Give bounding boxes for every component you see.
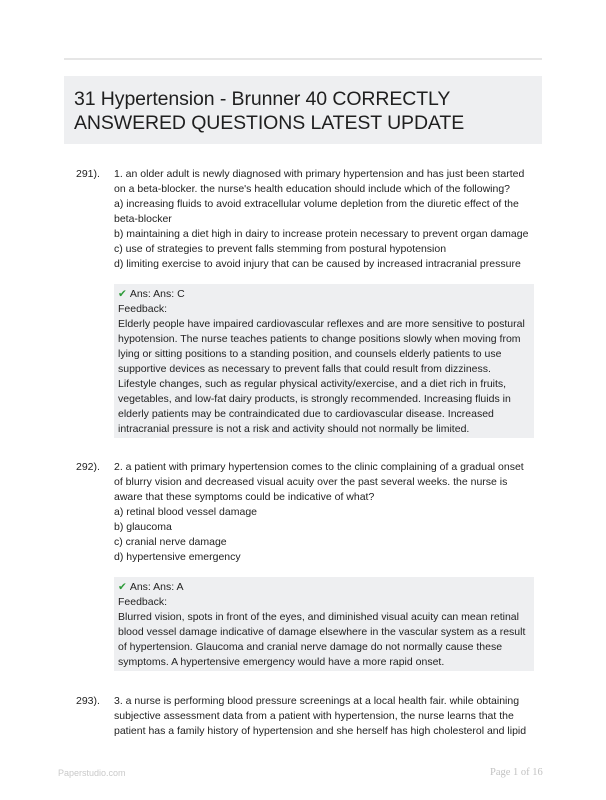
question-line: on a beta-blocker. the nurse's health education should include which of the following? <box>114 183 511 195</box>
answer-text: Ans: Ans: C <box>129 288 185 300</box>
question-number: 292). <box>76 461 100 473</box>
answer-line <box>118 580 530 595</box>
question-text <box>114 694 540 739</box>
question-line: aware that these symptoms could be indicative of what? <box>114 491 375 503</box>
question-line: patient has a family history of hypertension and she herself has high cholesterol and lipid <box>114 725 527 737</box>
option-a: a) retinal blood vessel damage <box>114 506 258 518</box>
option-d: d) limiting exercise to avoid injury that can be caused by increased intracranial pressure <box>114 258 521 270</box>
check-icon: ✔ <box>118 581 127 593</box>
option-a-cont: beta-blocker <box>114 213 172 225</box>
question-line: of blurry vision and decreased visual acuity over the past several weeks. the nurse is <box>114 476 508 488</box>
footer-site: Paperstudio.com <box>58 768 126 778</box>
question-text <box>114 167 540 272</box>
answer-box-292 <box>114 577 534 671</box>
feedback-text: Blurred vision, spots in front of the eyes, and diminished visual acuity can mean retinal blood vessel damage indicative of damage elsewhere in the vascular system as a result of hypertension. Glaucoma and cranial nerve damage do not normally cause these symptoms. A hypertensive emergency would have a more rapid onset. <box>118 611 526 668</box>
option-c: c) cranial nerve damage <box>114 536 227 548</box>
document-title: 31 Hypertension - Brunner 40 CORRECTLY ANSWERED QUESTIONS LATEST UPDATE <box>74 88 465 134</box>
option-d: d) hypertensive emergency <box>114 551 241 563</box>
question-text <box>114 460 540 565</box>
feedback-text: Elderly people have impaired cardiovascular reflexes and are more sensitive to postural hypotension. The nurse teaches patients to change positions slowly when moving from lying or sitting positions to a standing position, and counsels elderly patients to use supportive devices as necessary to prevent falls that could result from dizziness. Lifestyle changes, such as regular physical activity/exercise, and a diet rich in fruits, vegetables, and low-fat dairy products, is strongly recommended. Increasing fluids in elderly patients may be contraindicated due to cardiovascular disease. Increased intracranial pressure is not a risk and activity should not normally be limited. <box>118 318 525 435</box>
feedback-label: Feedback: <box>118 303 168 315</box>
question-line: 2. a patient with primary hypertension comes to the clinic complaining of a gradual onset <box>114 461 524 473</box>
question-line: subjective assessment data from a patient with hypertension, the nurse learns that the <box>114 710 514 722</box>
feedback-label: Feedback: <box>118 596 168 608</box>
check-icon: ✔ <box>118 288 127 300</box>
question-line: 3. a nurse is performing blood pressure screenings at a local health fair. while obtaining <box>114 695 520 707</box>
answer-text: Ans: Ans: A <box>129 581 184 593</box>
question-line: 1. an older adult is newly diagnosed with primary hypertension and has just been started <box>114 168 525 180</box>
question-number: 291). <box>76 168 100 180</box>
option-b: b) maintaining a diet high in dairy to increase protein necessary to prevent organ damage <box>114 228 529 240</box>
title-box <box>64 76 542 144</box>
page-number: Page 1 of 16 <box>490 767 543 778</box>
option-a: a) increasing fluids to avoid extracellular volume depletion from the diuretic effect of the <box>114 198 519 210</box>
top-rule <box>64 58 542 60</box>
option-b: b) glaucoma <box>114 521 172 533</box>
answer-line <box>118 287 530 302</box>
question-number: 293). <box>76 695 100 707</box>
option-c: c) use of strategies to prevent falls stemming from postural hypotension <box>114 243 447 255</box>
answer-box-291 <box>114 284 534 438</box>
